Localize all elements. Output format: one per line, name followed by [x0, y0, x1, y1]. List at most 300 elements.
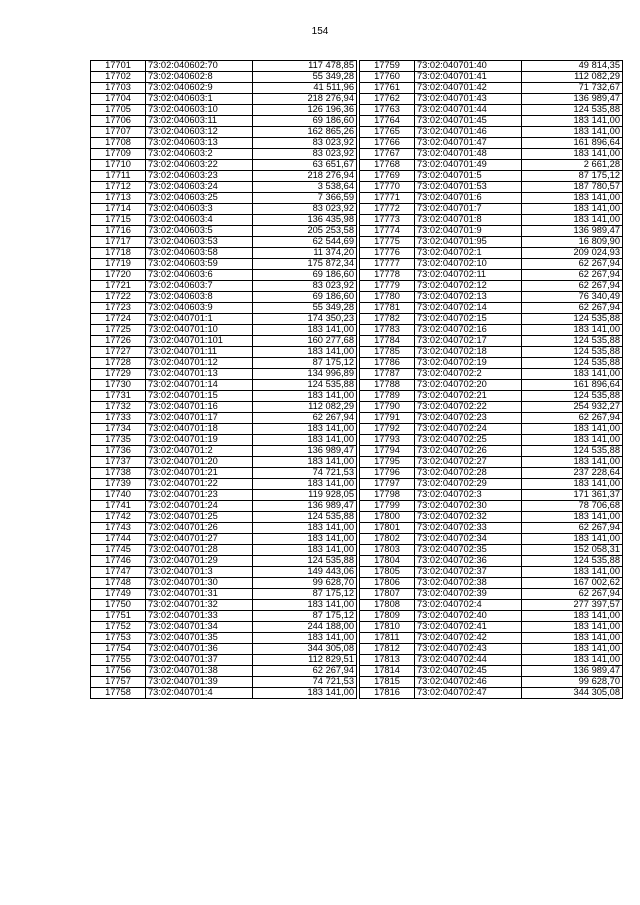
value-cell: 183 141,00 — [253, 435, 357, 446]
table-row — [91, 336, 357, 347]
row-number-cell: 17808 — [360, 600, 415, 611]
row-number-cell: 17726 — [91, 336, 146, 347]
table-row — [360, 237, 623, 248]
row-number-cell: 17780 — [360, 292, 415, 303]
cadastral-number-cell: 73:02:040702:12 — [415, 281, 522, 292]
table-row — [360, 72, 623, 83]
row-number-cell: 17773 — [360, 215, 415, 226]
cadastral-number-cell: 73:02:040603:24 — [146, 182, 253, 193]
cadastral-number-cell: 73:02:040702:34 — [415, 534, 522, 545]
table-row — [91, 105, 357, 116]
row-number-cell: 17810 — [360, 622, 415, 633]
cadastral-number-cell: 73:02:040701:1 — [146, 314, 253, 325]
value-cell: 244 188,00 — [253, 622, 357, 633]
table-row — [360, 325, 623, 336]
value-cell: 162 865,26 — [253, 127, 357, 138]
table-row — [91, 204, 357, 215]
value-cell: 74 721,53 — [253, 468, 357, 479]
cadastral-number-cell: 73:02:040603:6 — [146, 270, 253, 281]
cadastral-number-cell: 73:02:040701:42 — [415, 83, 522, 94]
value-cell: 87 175,12 — [253, 358, 357, 369]
row-number-cell: 17762 — [360, 94, 415, 105]
table-row — [91, 83, 357, 94]
table-row — [91, 358, 357, 369]
value-cell: 183 141,00 — [253, 424, 357, 435]
table-row — [91, 391, 357, 402]
cadastral-number-cell: 73:02:040701:15 — [146, 391, 253, 402]
table-row — [91, 479, 357, 490]
table-row — [360, 567, 623, 578]
row-number-cell: 17791 — [360, 413, 415, 424]
table-row — [91, 644, 357, 655]
row-number-cell: 17788 — [360, 380, 415, 391]
row-number-cell: 17793 — [360, 435, 415, 446]
table-row — [360, 622, 623, 633]
row-number-cell: 17756 — [91, 666, 146, 677]
cadastral-number-cell: 73:02:040702:27 — [415, 457, 522, 468]
cadastral-number-cell: 73:02:040702:4 — [415, 600, 522, 611]
table-row — [91, 402, 357, 413]
table-row — [91, 468, 357, 479]
value-cell: 183 141,00 — [522, 435, 623, 446]
value-cell: 124 535,88 — [522, 314, 623, 325]
table-row — [360, 688, 623, 699]
value-cell: 183 141,00 — [522, 127, 623, 138]
value-cell: 83 023,92 — [253, 204, 357, 215]
row-number-cell: 17797 — [360, 479, 415, 490]
cadastral-number-cell: 73:02:040701:38 — [146, 666, 253, 677]
row-number-cell: 17701 — [91, 61, 146, 72]
cadastral-number-cell: 73:02:040701:95 — [415, 237, 522, 248]
row-number-cell: 17763 — [360, 105, 415, 116]
table-row — [360, 589, 623, 600]
cadastral-number-cell: 73:02:040701:11 — [146, 347, 253, 358]
cadastral-number-cell: 73:02:040702:32 — [415, 512, 522, 523]
table-row — [91, 325, 357, 336]
table-row — [91, 446, 357, 457]
table-row — [91, 501, 357, 512]
cadastral-number-cell: 73:02:040701:19 — [146, 435, 253, 446]
row-number-cell: 17721 — [91, 281, 146, 292]
value-cell: 119 928,05 — [253, 490, 357, 501]
cadastral-number-cell: 73:02:040701:35 — [146, 633, 253, 644]
table-row — [360, 292, 623, 303]
table-row — [360, 644, 623, 655]
value-cell: 69 186,60 — [253, 292, 357, 303]
table-row — [360, 666, 623, 677]
cadastral-number-cell: 73:02:040603:58 — [146, 248, 253, 259]
table-row — [91, 193, 357, 204]
cadastral-number-cell: 73:02:040603:1 — [146, 94, 253, 105]
table-row — [91, 424, 357, 435]
cadastral-number-cell: 73:02:040701:9 — [415, 226, 522, 237]
cadastral-number-cell: 73:02:040603:3 — [146, 204, 253, 215]
cadastral-number-cell: 73:02:040701:18 — [146, 424, 253, 435]
table-row — [91, 182, 357, 193]
table-row — [91, 94, 357, 105]
value-cell: 112 082,29 — [253, 402, 357, 413]
value-cell: 237 228,64 — [522, 468, 623, 479]
table-row — [360, 358, 623, 369]
row-number-cell: 17815 — [360, 677, 415, 688]
value-cell: 183 141,00 — [253, 600, 357, 611]
value-cell: 183 141,00 — [522, 633, 623, 644]
value-cell: 183 141,00 — [522, 369, 623, 380]
table-row — [360, 83, 623, 94]
value-cell: 117 478,85 — [253, 61, 357, 72]
cadastral-number-cell: 73:02:040701:34 — [146, 622, 253, 633]
cadastral-number-cell: 73:02:040603:4 — [146, 215, 253, 226]
cadastral-number-cell: 73:02:040702:22 — [415, 402, 522, 413]
table-row — [360, 61, 623, 72]
value-cell: 136 435,98 — [253, 215, 357, 226]
value-cell: 344 305,08 — [522, 688, 623, 699]
table-row — [91, 413, 357, 424]
value-cell: 183 141,00 — [522, 644, 623, 655]
table-row — [360, 413, 623, 424]
cadastral-number-cell: 73:02:040701:29 — [146, 556, 253, 567]
cadastral-number-cell: 73:02:040702:19 — [415, 358, 522, 369]
table-row — [91, 314, 357, 325]
table-row — [360, 534, 623, 545]
value-cell: 183 141,00 — [522, 567, 623, 578]
row-number-cell: 17800 — [360, 512, 415, 523]
table-row — [91, 534, 357, 545]
cadastral-number-cell: 73:02:040701:48 — [415, 149, 522, 160]
cadastral-number-cell: 73:02:040603:59 — [146, 259, 253, 270]
table-row — [360, 677, 623, 688]
value-cell: 7 366,59 — [253, 193, 357, 204]
table-row — [360, 457, 623, 468]
table-row — [360, 578, 623, 589]
cadastral-number-cell: 73:02:040702:25 — [415, 435, 522, 446]
value-cell: 87 175,12 — [253, 611, 357, 622]
value-cell: 112 829,51 — [253, 655, 357, 666]
value-cell: 55 349,28 — [253, 72, 357, 83]
cadastral-number-cell: 73:02:040603:12 — [146, 127, 253, 138]
row-number-cell: 17712 — [91, 182, 146, 193]
cadastral-number-cell: 73:02:040702:38 — [415, 578, 522, 589]
cadastral-number-cell: 73:02:040701:45 — [415, 116, 522, 127]
cadastral-number-cell: 73:02:040701:49 — [415, 160, 522, 171]
value-cell: 218 276,94 — [253, 171, 357, 182]
table-row — [360, 248, 623, 259]
value-cell: 136 989,47 — [253, 446, 357, 457]
value-cell: 183 141,00 — [253, 457, 357, 468]
table-row — [360, 600, 623, 611]
row-number-cell: 17787 — [360, 369, 415, 380]
table-row — [360, 545, 623, 556]
value-cell: 124 535,88 — [522, 446, 623, 457]
table-row — [91, 138, 357, 149]
cadastral-number-cell: 73:02:040701:47 — [415, 138, 522, 149]
row-number-cell: 17816 — [360, 688, 415, 699]
row-number-cell: 17806 — [360, 578, 415, 589]
row-number-cell: 17715 — [91, 215, 146, 226]
table-row — [91, 523, 357, 534]
value-cell: 183 141,00 — [253, 545, 357, 556]
row-number-cell: 17781 — [360, 303, 415, 314]
table-row — [360, 226, 623, 237]
table-row — [91, 259, 357, 270]
table-row — [360, 490, 623, 501]
value-cell: 175 872,34 — [253, 259, 357, 270]
cadastral-number-cell: 73:02:040702:11 — [415, 270, 522, 281]
cadastral-number-cell: 73:02:040702:14 — [415, 303, 522, 314]
row-number-cell: 17782 — [360, 314, 415, 325]
value-cell: 183 141,00 — [522, 512, 623, 523]
row-number-cell: 17777 — [360, 259, 415, 270]
row-number-cell: 17758 — [91, 688, 146, 699]
row-number-cell: 17779 — [360, 281, 415, 292]
table-row — [91, 578, 357, 589]
cadastral-number-cell: 73:02:040702:16 — [415, 325, 522, 336]
value-cell: 124 535,88 — [253, 556, 357, 567]
row-number-cell: 17705 — [91, 105, 146, 116]
value-cell: 161 896,64 — [522, 380, 623, 391]
cadastral-number-cell: 73:02:040701:13 — [146, 369, 253, 380]
row-number-cell: 17751 — [91, 611, 146, 622]
row-number-cell: 17740 — [91, 490, 146, 501]
value-cell: 124 535,88 — [522, 336, 623, 347]
row-number-cell: 17807 — [360, 589, 415, 600]
page-number: 154 — [311, 26, 329, 37]
table-row — [91, 435, 357, 446]
table-row — [360, 468, 623, 479]
table-row — [360, 281, 623, 292]
table-row — [360, 314, 623, 325]
row-number-cell: 17707 — [91, 127, 146, 138]
value-cell: 99 628,70 — [522, 677, 623, 688]
row-number-cell: 17734 — [91, 424, 146, 435]
row-number-cell: 17757 — [91, 677, 146, 688]
row-number-cell: 17745 — [91, 545, 146, 556]
table-row — [91, 171, 357, 182]
row-number-cell: 17718 — [91, 248, 146, 259]
value-cell: 183 141,00 — [253, 391, 357, 402]
value-cell: 49 814,35 — [522, 61, 623, 72]
value-cell: 183 141,00 — [253, 347, 357, 358]
value-cell: 183 141,00 — [522, 193, 623, 204]
cadastral-number-cell: 73:02:040701:21 — [146, 468, 253, 479]
value-cell: 183 141,00 — [522, 479, 623, 490]
table-row — [360, 402, 623, 413]
table-row — [91, 72, 357, 83]
value-cell: 74 721,53 — [253, 677, 357, 688]
cadastral-number-cell: 73:02:040701:43 — [415, 94, 522, 105]
value-cell: 112 082,29 — [522, 72, 623, 83]
row-number-cell: 17722 — [91, 292, 146, 303]
table-row — [360, 171, 623, 182]
row-number-cell: 17794 — [360, 446, 415, 457]
cadastral-number-cell: 73:02:040701:28 — [146, 545, 253, 556]
row-number-cell: 17811 — [360, 633, 415, 644]
value-cell: 134 996,89 — [253, 369, 357, 380]
cadastral-table-right — [359, 60, 623, 699]
cadastral-number-cell: 73:02:040701:53 — [415, 182, 522, 193]
row-number-cell: 17761 — [360, 83, 415, 94]
row-number-cell: 17750 — [91, 600, 146, 611]
row-number-cell: 17776 — [360, 248, 415, 259]
cadastral-number-cell: 73:02:040701:10 — [146, 325, 253, 336]
value-cell: 344 305,08 — [253, 644, 357, 655]
cadastral-number-cell: 73:02:040701:36 — [146, 644, 253, 655]
table-row — [360, 160, 623, 171]
cadastral-number-cell: 73:02:040603:23 — [146, 171, 253, 182]
cadastral-number-cell: 73:02:040603:53 — [146, 237, 253, 248]
row-number-cell: 17752 — [91, 622, 146, 633]
row-number-cell: 17743 — [91, 523, 146, 534]
cadastral-number-cell: 73:02:040602:70 — [146, 61, 253, 72]
value-cell: 76 340,49 — [522, 292, 623, 303]
row-number-cell: 17754 — [91, 644, 146, 655]
table-row — [91, 160, 357, 171]
row-number-cell: 17733 — [91, 413, 146, 424]
cadastral-number-cell: 73:02:040702:40 — [415, 611, 522, 622]
value-cell: 183 141,00 — [522, 149, 623, 160]
row-number-cell: 17719 — [91, 259, 146, 270]
row-number-cell: 17775 — [360, 237, 415, 248]
table-row — [360, 193, 623, 204]
value-cell: 183 141,00 — [522, 215, 623, 226]
cadastral-number-cell: 73:02:040702:24 — [415, 424, 522, 435]
row-number-cell: 17785 — [360, 347, 415, 358]
cadastral-number-cell: 73:02:040701:37 — [146, 655, 253, 666]
table-row — [360, 347, 623, 358]
value-cell: 183 141,00 — [522, 655, 623, 666]
value-cell: 149 443,06 — [253, 567, 357, 578]
value-cell: 124 535,88 — [522, 391, 623, 402]
table-row — [91, 567, 357, 578]
value-cell: 62 267,94 — [522, 270, 623, 281]
table-row — [360, 611, 623, 622]
cadastral-number-cell: 73:02:040603:5 — [146, 226, 253, 237]
cadastral-number-cell: 73:02:040701:39 — [146, 677, 253, 688]
table-row — [91, 380, 357, 391]
value-cell: 183 141,00 — [522, 325, 623, 336]
table-row — [360, 138, 623, 149]
cadastral-number-cell: 73:02:040702:23 — [415, 413, 522, 424]
value-cell: 62 267,94 — [522, 413, 623, 424]
table-row — [91, 149, 357, 160]
cadastral-number-cell: 73:02:040701:20 — [146, 457, 253, 468]
cadastral-number-cell: 73:02:040701:22 — [146, 479, 253, 490]
table-row — [91, 545, 357, 556]
value-cell: 62 544,69 — [253, 237, 357, 248]
table-row — [91, 347, 357, 358]
value-cell: 78 706,68 — [522, 501, 623, 512]
cadastral-number-cell: 73:02:040603:13 — [146, 138, 253, 149]
cadastral-number-cell: 73:02:040701:14 — [146, 380, 253, 391]
value-cell: 171 361,37 — [522, 490, 623, 501]
value-cell: 161 896,64 — [522, 138, 623, 149]
value-cell: 69 186,60 — [253, 270, 357, 281]
cadastral-table-left — [90, 60, 357, 699]
value-cell: 124 535,88 — [522, 556, 623, 567]
cadastral-number-cell: 73:02:040702:33 — [415, 523, 522, 534]
value-cell: 124 535,88 — [253, 380, 357, 391]
cadastral-number-cell: 73:02:040702:44 — [415, 655, 522, 666]
row-number-cell: 17803 — [360, 545, 415, 556]
row-number-cell: 17716 — [91, 226, 146, 237]
table-row — [91, 281, 357, 292]
table-row — [360, 94, 623, 105]
cadastral-number-cell: 73:02:040701:24 — [146, 501, 253, 512]
cadastral-number-cell: 73:02:040702:45 — [415, 666, 522, 677]
table-row — [91, 556, 357, 567]
row-number-cell: 17767 — [360, 149, 415, 160]
table-row — [91, 622, 357, 633]
cadastral-number-cell: 73:02:040702:29 — [415, 479, 522, 490]
cadastral-number-cell: 73:02:040701:2 — [146, 446, 253, 457]
row-number-cell: 17765 — [360, 127, 415, 138]
value-cell: 124 535,88 — [522, 358, 623, 369]
value-cell: 218 276,94 — [253, 94, 357, 105]
cadastral-number-cell: 73:02:040701:41 — [415, 72, 522, 83]
table-row — [360, 303, 623, 314]
value-cell: 2 661,28 — [522, 160, 623, 171]
table-row — [91, 633, 357, 644]
cadastral-number-cell: 73:02:040701:31 — [146, 589, 253, 600]
cadastral-number-cell: 73:02:040702:28 — [415, 468, 522, 479]
row-number-cell: 17766 — [360, 138, 415, 149]
cadastral-number-cell: 73:02:040701:17 — [146, 413, 253, 424]
cadastral-number-cell: 73:02:040701:33 — [146, 611, 253, 622]
cadastral-number-cell: 73:02:040603:2 — [146, 149, 253, 160]
cadastral-number-cell: 73:02:040701:46 — [415, 127, 522, 138]
table-row — [360, 380, 623, 391]
table-row — [91, 116, 357, 127]
table-row — [360, 633, 623, 644]
table-row — [91, 490, 357, 501]
value-cell: 83 023,92 — [253, 149, 357, 160]
cadastral-number-cell: 73:02:040702:47 — [415, 688, 522, 699]
row-number-cell: 17749 — [91, 589, 146, 600]
value-cell: 62 267,94 — [253, 413, 357, 424]
cadastral-number-cell: 73:02:040702:10 — [415, 259, 522, 270]
row-number-cell: 17792 — [360, 424, 415, 435]
cadastral-number-cell: 73:02:040702:20 — [415, 380, 522, 391]
table-row — [91, 270, 357, 281]
row-number-cell: 17737 — [91, 457, 146, 468]
row-number-cell: 17748 — [91, 578, 146, 589]
table-row — [360, 336, 623, 347]
table-row — [360, 116, 623, 127]
row-number-cell: 17742 — [91, 512, 146, 523]
row-number-cell: 17720 — [91, 270, 146, 281]
table-row — [91, 237, 357, 248]
cadastral-number-cell: 73:02:040701:16 — [146, 402, 253, 413]
row-number-cell: 17753 — [91, 633, 146, 644]
cadastral-number-cell: 73:02:040701:5 — [415, 171, 522, 182]
cadastral-number-cell: 73:02:040603:10 — [146, 105, 253, 116]
row-number-cell: 17805 — [360, 567, 415, 578]
row-number-cell: 17744 — [91, 534, 146, 545]
row-number-cell: 17801 — [360, 523, 415, 534]
table-row — [91, 369, 357, 380]
row-number-cell: 17717 — [91, 237, 146, 248]
row-number-cell: 17735 — [91, 435, 146, 446]
cadastral-number-cell: 73:02:040701:26 — [146, 523, 253, 534]
value-cell: 183 141,00 — [522, 611, 623, 622]
cadastral-number-cell: 73:02:040702:26 — [415, 446, 522, 457]
value-cell: 63 651,67 — [253, 160, 357, 171]
row-number-cell: 17702 — [91, 72, 146, 83]
table-row — [91, 303, 357, 314]
row-number-cell: 17704 — [91, 94, 146, 105]
table-row — [91, 457, 357, 468]
cadastral-number-cell: 73:02:040701:101 — [146, 336, 253, 347]
